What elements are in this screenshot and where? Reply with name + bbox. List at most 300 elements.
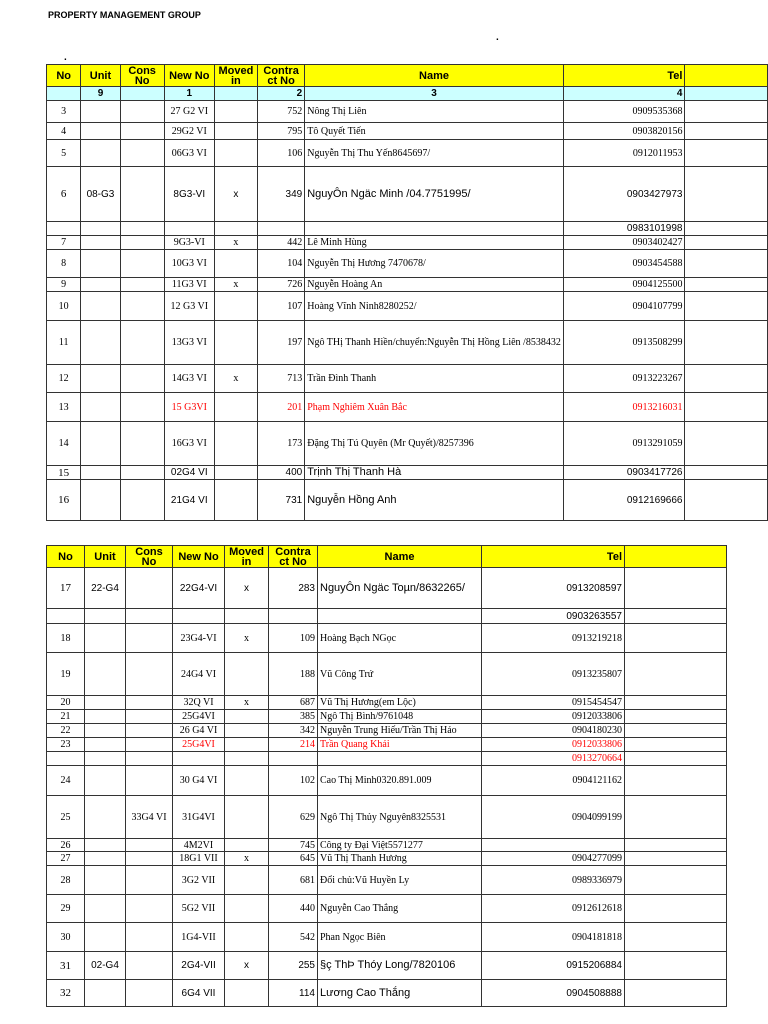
unit-cell (81, 365, 120, 393)
cons-no-cell (120, 393, 164, 422)
cons-no-cell (126, 609, 173, 624)
moved-in-cell: x (225, 624, 269, 653)
moved-in-cell (225, 923, 269, 952)
name-cell: Ngô Thị Bình/9761048 (318, 710, 482, 724)
new-no-cell (173, 609, 225, 624)
row-no: 30 (47, 923, 85, 952)
name-cell: Trịnh Thị Thanh Hà (305, 466, 564, 480)
header-extra (685, 65, 768, 87)
extra-cell (625, 653, 727, 696)
header-tel: Tel (482, 546, 625, 568)
cons-no-cell (120, 292, 164, 321)
header-no: No (47, 65, 81, 87)
contract-no-cell (269, 752, 318, 766)
contract-no-cell: 214 (269, 738, 318, 752)
moved-in-cell (225, 895, 269, 923)
tel-cell: 0989336979 (482, 866, 625, 895)
extra-cell (685, 222, 768, 236)
row-no: 22 (47, 724, 85, 738)
new-no-cell: 22G4-VI (173, 568, 225, 609)
index-cell (214, 87, 257, 101)
cons-no-cell (120, 236, 164, 250)
row-no: 7 (47, 236, 81, 250)
table-row (47, 365, 768, 393)
unit-cell (81, 278, 120, 292)
table-row (47, 101, 768, 123)
cons-no-cell (126, 696, 173, 710)
name-cell: Vũ Công Trứ (318, 653, 482, 696)
unit-cell (81, 466, 120, 480)
table-row (47, 222, 768, 236)
row-no: 6 (47, 167, 81, 222)
index-unit: 9 (81, 87, 120, 101)
row-no: 18 (47, 624, 85, 653)
table-row (47, 321, 768, 365)
name-cell: Lê Minh Hùng (305, 236, 564, 250)
table-row (47, 866, 727, 895)
contract-no-cell: 283 (269, 568, 318, 609)
extra-cell (685, 236, 768, 250)
row-no: 32 (47, 980, 85, 1007)
unit-cell (81, 321, 120, 365)
contract-no-cell: 173 (257, 422, 304, 466)
cons-no-cell (126, 710, 173, 724)
row-no: 31 (47, 952, 85, 980)
tel-cell: 0913219218 (482, 624, 625, 653)
contract-no-cell: 400 (257, 466, 304, 480)
name-cell: NguyÔn Ngäc Toµn/8632265/ (318, 568, 482, 609)
moved-in-cell (214, 480, 257, 521)
header-contract-no: Contra ct No (269, 546, 318, 568)
table-row (47, 140, 768, 167)
contract-no-cell (269, 609, 318, 624)
contract-no-cell: 197 (257, 321, 304, 365)
cons-no-cell (126, 980, 173, 1007)
extra-cell (685, 480, 768, 521)
unit-cell (85, 653, 126, 696)
moved-in-cell (225, 980, 269, 1007)
contract-no-cell: 342 (269, 724, 318, 738)
table-row (47, 895, 727, 923)
row-no: 29 (47, 895, 85, 923)
new-no-cell: 21G4 VI (164, 480, 214, 521)
moved-in-cell: x (225, 696, 269, 710)
row-no: 23 (47, 738, 85, 752)
name-cell: Phạm Nghiêm Xuân Bắc (305, 393, 564, 422)
new-no-cell: 4M2VI (173, 839, 225, 852)
contract-no-cell: 109 (269, 624, 318, 653)
row-no: 12 (47, 365, 81, 393)
new-no-cell: 16G3 VI (164, 422, 214, 466)
table-row (47, 752, 727, 766)
unit-cell (81, 222, 120, 236)
name-cell: NguyÔn Ngäc Minh /04.7751995/ (305, 167, 564, 222)
tel-cell: 0912612618 (482, 895, 625, 923)
contract-no-cell: 385 (269, 710, 318, 724)
tel-cell: 0904508888 (482, 980, 625, 1007)
unit-cell (81, 123, 120, 140)
table-row (47, 710, 727, 724)
extra-cell (625, 766, 727, 796)
contract-no-cell: 745 (269, 839, 318, 852)
extra-cell (685, 422, 768, 466)
unit-cell (85, 895, 126, 923)
contract-no-cell: 104 (257, 250, 304, 278)
index-cell (120, 87, 164, 101)
row-no: 21 (47, 710, 85, 724)
row-no: 20 (47, 696, 85, 710)
unit-cell: 02-G4 (85, 952, 126, 980)
contract-no-cell: 713 (257, 365, 304, 393)
cons-no-cell (120, 167, 164, 222)
unit-cell (81, 480, 120, 521)
cons-no-cell (120, 101, 164, 123)
new-no-cell: 11G3 VI (164, 278, 214, 292)
tel-cell: 0903402427 (563, 236, 685, 250)
cons-no-cell (126, 839, 173, 852)
tel-cell: 0913291059 (563, 422, 685, 466)
moved-in-cell (225, 839, 269, 852)
header-unit: Unit (85, 546, 126, 568)
stray-dot: . (496, 32, 499, 43)
header-contract-no: Contra ct No (257, 65, 304, 87)
contract-no-cell: 681 (269, 866, 318, 895)
new-no-cell: 13G3 VI (164, 321, 214, 365)
moved-in-cell (225, 738, 269, 752)
tel-cell: 0913508299 (563, 321, 685, 365)
table-row (47, 766, 727, 796)
unit-cell (85, 866, 126, 895)
tel-cell: 0904107799 (563, 292, 685, 321)
new-no-cell (173, 752, 225, 766)
moved-in-cell: x (225, 568, 269, 609)
extra-cell (625, 724, 727, 738)
tel-cell: 0903263557 (482, 609, 625, 624)
new-no-cell: 23G4-VI (173, 624, 225, 653)
name-cell: Nguyễn Thị Hương 7470678/ (305, 250, 564, 278)
moved-in-cell (214, 466, 257, 480)
extra-cell (625, 952, 727, 980)
table-row (47, 292, 768, 321)
contract-no-cell: 645 (269, 852, 318, 866)
name-cell (318, 752, 482, 766)
table-row (47, 480, 768, 521)
report-title: PROPERTY MANAGEMENT GROUP (48, 10, 201, 20)
cons-no-cell (126, 738, 173, 752)
extra-cell (625, 752, 727, 766)
new-no-cell: 10G3 VI (164, 250, 214, 278)
moved-in-cell (225, 766, 269, 796)
header-name: Name (305, 65, 564, 87)
cons-no-cell (120, 321, 164, 365)
extra-cell (625, 796, 727, 839)
name-cell: Nông Thị Liên (305, 101, 564, 123)
header-name: Name (318, 546, 482, 568)
unit-cell (85, 923, 126, 952)
cons-no-cell (126, 895, 173, 923)
cons-no-cell (126, 923, 173, 952)
table-row (47, 466, 768, 480)
extra-cell (685, 123, 768, 140)
extra-cell (685, 140, 768, 167)
row-no: 4 (47, 123, 81, 140)
row-no: 8 (47, 250, 81, 278)
unit-cell (81, 292, 120, 321)
new-no-cell: 14G3 VI (164, 365, 214, 393)
new-no-cell: 6G4 VII (173, 980, 225, 1007)
moved-in-cell: x (225, 952, 269, 980)
moved-in-cell (225, 796, 269, 839)
cons-no-cell (120, 123, 164, 140)
row-no: 17 (47, 568, 85, 609)
tel-cell: 0913208597 (482, 568, 625, 609)
name-cell: Nguyễn Trung Hiếu/Trần Thị Hảo (318, 724, 482, 738)
contract-no-cell: 440 (269, 895, 318, 923)
moved-in-cell (214, 321, 257, 365)
row-no: 27 (47, 852, 85, 866)
name-cell: Trần Đình Thanh (305, 365, 564, 393)
extra-cell (685, 167, 768, 222)
new-no-cell: 32Q VI (173, 696, 225, 710)
extra-cell (685, 393, 768, 422)
new-no-cell: 2G4-VII (173, 952, 225, 980)
moved-in-cell (214, 222, 257, 236)
cons-no-cell (126, 852, 173, 866)
unit-cell (81, 422, 120, 466)
name-cell: Đổi chủ:Vũ Huyền Ly (318, 866, 482, 895)
name-cell (318, 609, 482, 624)
index-cell (47, 87, 81, 101)
new-no-cell: 31G4VI (173, 796, 225, 839)
cons-no-cell (126, 568, 173, 609)
tel-cell: 0915454547 (482, 696, 625, 710)
tel-cell: 0903417726 (563, 466, 685, 480)
table-row (47, 980, 727, 1007)
cons-no-cell (120, 480, 164, 521)
table-row (47, 624, 727, 653)
header-row (47, 65, 768, 87)
new-no-cell: 27 G2 VI (164, 101, 214, 123)
contract-no-cell (257, 222, 304, 236)
extra-cell (625, 852, 727, 866)
contract-no-cell: 731 (257, 480, 304, 521)
extra-cell (625, 738, 727, 752)
extra-cell (685, 365, 768, 393)
unit-cell: 08-G3 (81, 167, 120, 222)
extra-cell (625, 866, 727, 895)
contacts-table-1 (46, 64, 768, 521)
unit-cell (85, 839, 126, 852)
contacts-table-2 (46, 545, 727, 1007)
unit-cell (81, 250, 120, 278)
tel-cell: 0903427973 (563, 167, 685, 222)
unit-cell (81, 236, 120, 250)
unit-cell (85, 766, 126, 796)
moved-in-cell (225, 609, 269, 624)
index-tel: 4 (563, 87, 685, 101)
table-row (47, 796, 727, 839)
contract-no-cell: 542 (269, 923, 318, 952)
tel-cell: 0913270664 (482, 752, 625, 766)
header-cons-no: Cons No (120, 65, 164, 87)
contract-no-cell: 687 (269, 696, 318, 710)
new-no-cell: 1G4-VII (173, 923, 225, 952)
moved-in-cell (214, 123, 257, 140)
header-new-no: New No (173, 546, 225, 568)
tel-cell: 0904180230 (482, 724, 625, 738)
name-cell: Hoàng Vĩnh Ninh8280252/ (305, 292, 564, 321)
extra-cell (625, 895, 727, 923)
tel-cell: 0913235807 (482, 653, 625, 696)
header-no: No (47, 546, 85, 568)
name-cell: Công ty Đại Việt5571277 (318, 839, 482, 852)
contract-no-cell: 255 (269, 952, 318, 980)
cons-no-cell (120, 222, 164, 236)
tel-cell: 0912033806 (482, 738, 625, 752)
contract-no-cell: 114 (269, 980, 318, 1007)
tel-cell: 0915206884 (482, 952, 625, 980)
contract-no-cell: 726 (257, 278, 304, 292)
new-no-cell: 26 G4 VI (173, 724, 225, 738)
name-cell: Lương Cao Thắng (318, 980, 482, 1007)
header-new-no: New No (164, 65, 214, 87)
moved-in-cell (225, 866, 269, 895)
name-cell: Nguyễn Cao Thắng (318, 895, 482, 923)
header-tel: Tel (563, 65, 685, 87)
index-contract-no: 2 (257, 87, 304, 101)
tel-cell: 0912169666 (563, 480, 685, 521)
contract-no-cell: 795 (257, 123, 304, 140)
row-no: 11 (47, 321, 81, 365)
name-cell: Nguyễn Hoàng An (305, 278, 564, 292)
table-row (47, 696, 727, 710)
row-no: 19 (47, 653, 85, 696)
index-name: 3 (305, 87, 564, 101)
unit-cell (85, 696, 126, 710)
table-row (47, 609, 727, 624)
cons-no-cell (126, 866, 173, 895)
table-row (47, 250, 768, 278)
moved-in-cell: x (214, 365, 257, 393)
row-no: 16 (47, 480, 81, 521)
new-no-cell: 9G3-VI (164, 236, 214, 250)
header-moved-in: Moved in (225, 546, 269, 568)
cons-no-cell (120, 422, 164, 466)
contract-no-cell: 107 (257, 292, 304, 321)
extra-cell (625, 696, 727, 710)
table-row (47, 393, 768, 422)
cons-no-cell (126, 752, 173, 766)
unit-cell (85, 710, 126, 724)
extra-cell (685, 321, 768, 365)
moved-in-cell (214, 422, 257, 466)
table-row (47, 952, 727, 980)
new-no-cell: 12 G3 VI (164, 292, 214, 321)
row-no: 15 (47, 466, 81, 480)
header-row (47, 546, 727, 568)
contract-no-cell: 106 (257, 140, 304, 167)
unit-cell (85, 796, 126, 839)
tel-cell: 0904181818 (482, 923, 625, 952)
cons-no-cell (126, 653, 173, 696)
extra-cell (685, 466, 768, 480)
cons-no-cell (120, 250, 164, 278)
table-row (47, 923, 727, 952)
table-row (47, 653, 727, 696)
moved-in-cell (225, 653, 269, 696)
moved-in-cell: x (225, 852, 269, 866)
table-row (47, 738, 727, 752)
tel-cell: 0912033806 (482, 710, 625, 724)
row-no: 28 (47, 866, 85, 895)
new-no-cell: 30 G4 VI (173, 766, 225, 796)
moved-in-cell: x (214, 167, 257, 222)
cons-no-cell (126, 766, 173, 796)
cons-no-cell (126, 724, 173, 738)
table-row (47, 724, 727, 738)
moved-in-cell (214, 292, 257, 321)
cons-no-cell (120, 278, 164, 292)
tel-cell (482, 839, 625, 852)
tel-cell: 0912011953 (563, 140, 685, 167)
row-no: 13 (47, 393, 81, 422)
moved-in-cell (214, 250, 257, 278)
unit-cell: 22-G4 (85, 568, 126, 609)
new-no-cell: 02G4 VI (164, 466, 214, 480)
contract-no-cell: 442 (257, 236, 304, 250)
moved-in-cell (214, 393, 257, 422)
table-row (47, 236, 768, 250)
header-unit: Unit (81, 65, 120, 87)
name-cell: Hoàng Bạch NGọc (318, 624, 482, 653)
contract-no-cell: 349 (257, 167, 304, 222)
moved-in-cell (214, 101, 257, 123)
unit-cell (85, 724, 126, 738)
cons-no-cell (120, 140, 164, 167)
row-no: 25 (47, 796, 85, 839)
header-moved-in: Moved in (214, 65, 257, 87)
cons-no-cell (120, 365, 164, 393)
table-row (47, 568, 727, 609)
name-cell: Nguyễn Thị Thu Yến8645697/ (305, 140, 564, 167)
cons-no-cell (126, 624, 173, 653)
contract-no-cell: 752 (257, 101, 304, 123)
tel-cell: 0904277099 (482, 852, 625, 866)
new-no-cell (164, 222, 214, 236)
row-no: 9 (47, 278, 81, 292)
tel-cell: 0904125500 (563, 278, 685, 292)
new-no-cell: 18G1 VII (173, 852, 225, 866)
cons-no-cell (120, 466, 164, 480)
tel-cell: 0913223267 (563, 365, 685, 393)
row-no: 10 (47, 292, 81, 321)
extra-cell (685, 278, 768, 292)
tel-cell: 0903820156 (563, 123, 685, 140)
unit-cell (85, 752, 126, 766)
tel-cell: 0904099199 (482, 796, 625, 839)
name-cell: Đặng Thị Tú Quyên (Mr Quyết)/8257396 (305, 422, 564, 466)
index-cell (685, 87, 768, 101)
extra-cell (625, 624, 727, 653)
row-no (47, 222, 81, 236)
table-row (47, 839, 727, 852)
moved-in-cell (225, 752, 269, 766)
new-no-cell: 24G4 VI (173, 653, 225, 696)
name-cell: Trần Quang Khải (318, 738, 482, 752)
extra-cell (625, 923, 727, 952)
unit-cell (81, 140, 120, 167)
unit-cell (85, 609, 126, 624)
